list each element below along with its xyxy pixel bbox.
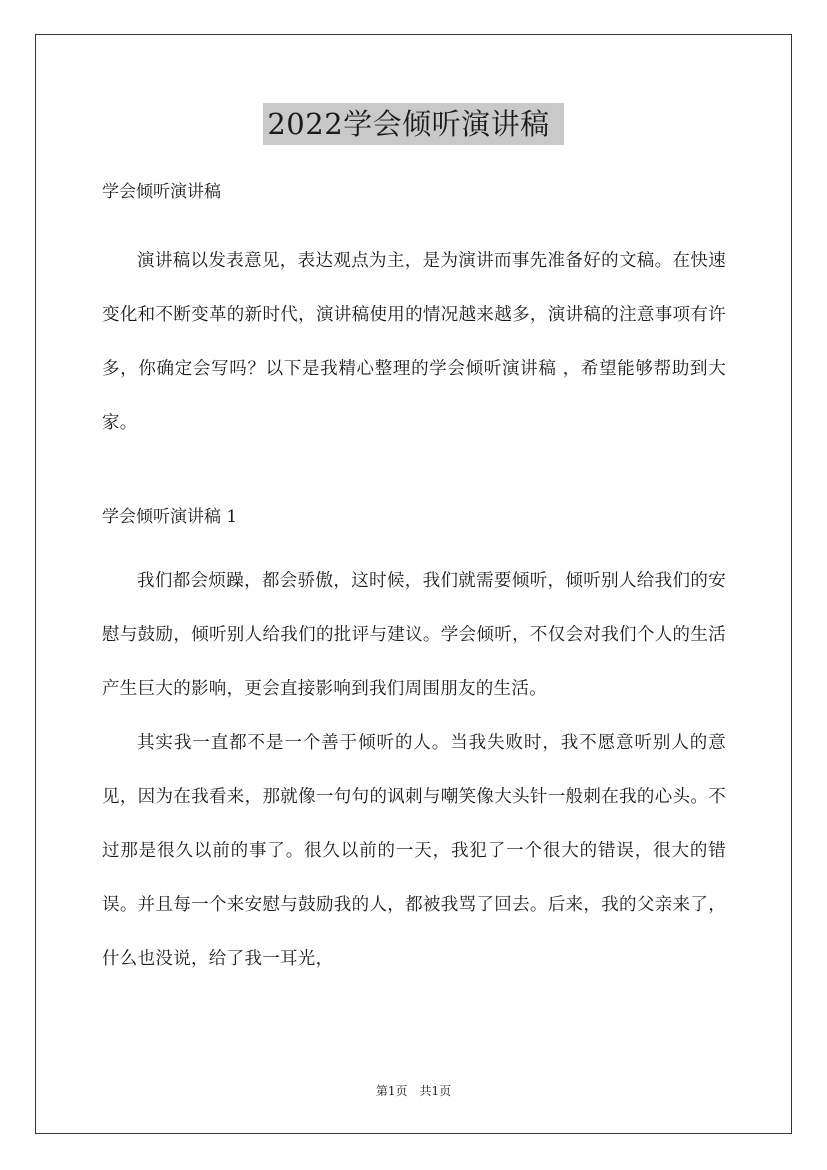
page-footer xyxy=(0,1083,827,1099)
document-body xyxy=(102,178,726,986)
intro-paragraph: 演讲稿以发表意见，表达观点为主，是为演讲而事先准备好的文稿。在快速变化和不断变革的新时代，演讲稿使用的情况越来越多，演讲稿的注意事项有许多，你确定会写吗？以下是我精心整理的学会倾听演讲稿 ，希望能够帮助到大家。 xyxy=(102,251,726,433)
document-title-text: 2022学会倾听演讲稿 xyxy=(263,103,563,145)
section-1-paragraph-2: 其实我一直都不是一个善于倾听的人。当我失败时，我不愿意听别人的意见，因为在我看来，那就像一句句的讽刺与嘲笑像大头针一般刺在我的心头。不过那是很久以前的事了。很久以前的一天，我犯了一个很大的错误，很大的错误。并且每一个来安慰与鼓励我的人，都被我骂了回去。后来，我的父亲来了，什么也没说，给了我一耳光， xyxy=(102,733,726,969)
page-number-current: 第1页 xyxy=(375,1084,408,1098)
page-number-total: 共1页 xyxy=(419,1084,452,1098)
document-subtitle: 学会倾听演讲稿 xyxy=(102,182,221,202)
section-1-paragraph-1: 我们都会烦躁，都会骄傲，这时候，我们就需要倾听，倾听别人给我们的安慰与鼓励，倾听别人给我们的批评与建议。学会倾听，不仅会对我们个人的生活产生巨大的影响，更会直接影响到我们周围朋友的生活。 xyxy=(102,571,726,699)
section-1-heading: 学会倾听演讲稿 1 xyxy=(102,507,238,527)
document-title xyxy=(0,103,827,145)
